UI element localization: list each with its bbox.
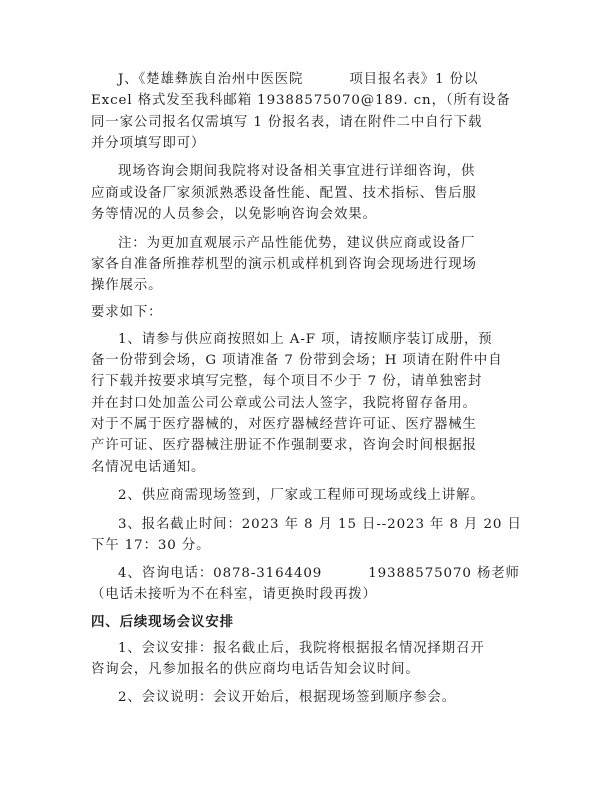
item-j-line-1 — [118, 72, 478, 88]
contact-phone-2: 19388575070 杨老师 — [368, 566, 520, 581]
req-1-line-7: 名情况电话通知。 — [91, 460, 206, 475]
meeting-1-line-1: 1、会议安排：报名截止后，我院将根据报名情况择期召开 — [118, 641, 485, 656]
item-j-line-2: Excel 格式发至我科邮箱 19388575070@189. cn，（所有设备 — [91, 93, 511, 108]
para-consult-line-1: 现场咨询会期间我院将对设备相关事宜进行详细咨询，供 — [118, 164, 476, 179]
req-4-line-1 — [118, 566, 520, 582]
req-1-line-6: 产许可证、医疗器械注册证不作强制要求，咨询会时间根据报 — [91, 438, 477, 453]
item-j-text-a: J、《楚雄彝族自治州中医医院 — [118, 72, 304, 87]
req-3-line-1: 3、报名截止时间：2023 年 8 月 15 日--2023 年 8 月 20 日 — [118, 517, 522, 532]
para-note-line-2: 家各自准备所推荐机型的演示机或样机到咨询会现场进行现场 — [91, 257, 477, 272]
meeting-2-line-1: 2、会议说明：会议开始后，根据现场签到顺序参会。 — [118, 690, 457, 705]
para-consult-line-3: 务等情况的人员参会，以免影响咨询会效果。 — [91, 207, 377, 222]
para-note-line-1: 注：为更加直观展示产品性能优势，建议供应商或设备厂 — [118, 236, 476, 251]
meeting-1-line-2: 咨询会，凡参加报名的供应商均电话告知会议时间。 — [91, 662, 420, 677]
item-j-line-3: 同一家公司报名仅需填写 1 份报名表，请在附件二中自行下载 — [91, 115, 483, 130]
contact-phone-1: 4、咨询电话：0878-3164409 — [118, 566, 323, 581]
req-1-line-3: 行下载并按要求填写完整，每个项目不少于 7 份，请单独密封 — [91, 374, 483, 389]
section-4-heading: 四、后续现场会议安排 — [91, 614, 234, 630]
requirements-heading: 要求如下： — [91, 305, 163, 320]
req-4-line-2: （电话未接听为不在科室，请更换时段再拨） — [91, 587, 377, 602]
req-3-line-2: 下午 17：30 分。 — [91, 538, 211, 553]
req-1-line-5: 对于不属于医疗器械的，对医疗器械经营许可证、医疗器械生 — [91, 417, 477, 432]
para-consult-line-2: 应商或设备厂家须派熟悉设备性能、配置、技术指标、售后服 — [91, 186, 477, 201]
req-1-line-1: 1、请参与供应商按照如上 A-F 项，请按顺序装订成册，预 — [118, 332, 493, 347]
para-note-line-3: 操作展示。 — [91, 278, 163, 293]
req-2-line-1: 2、供应商需现场签到，厂家或工程师可现场或线上讲解。 — [118, 488, 485, 503]
item-j-line-4: 并分项填写即可） — [91, 136, 206, 151]
item-j-text-b: 项目报名表》1 份以 — [349, 72, 479, 87]
req-1-line-2: 备一份带到会场，G 项请准备 7 份带到会场；H 项请在附件中自 — [91, 353, 503, 368]
req-1-line-4: 并在封口处加盖公司公章或公司法人签字，我院将留存备用。 — [91, 396, 477, 411]
